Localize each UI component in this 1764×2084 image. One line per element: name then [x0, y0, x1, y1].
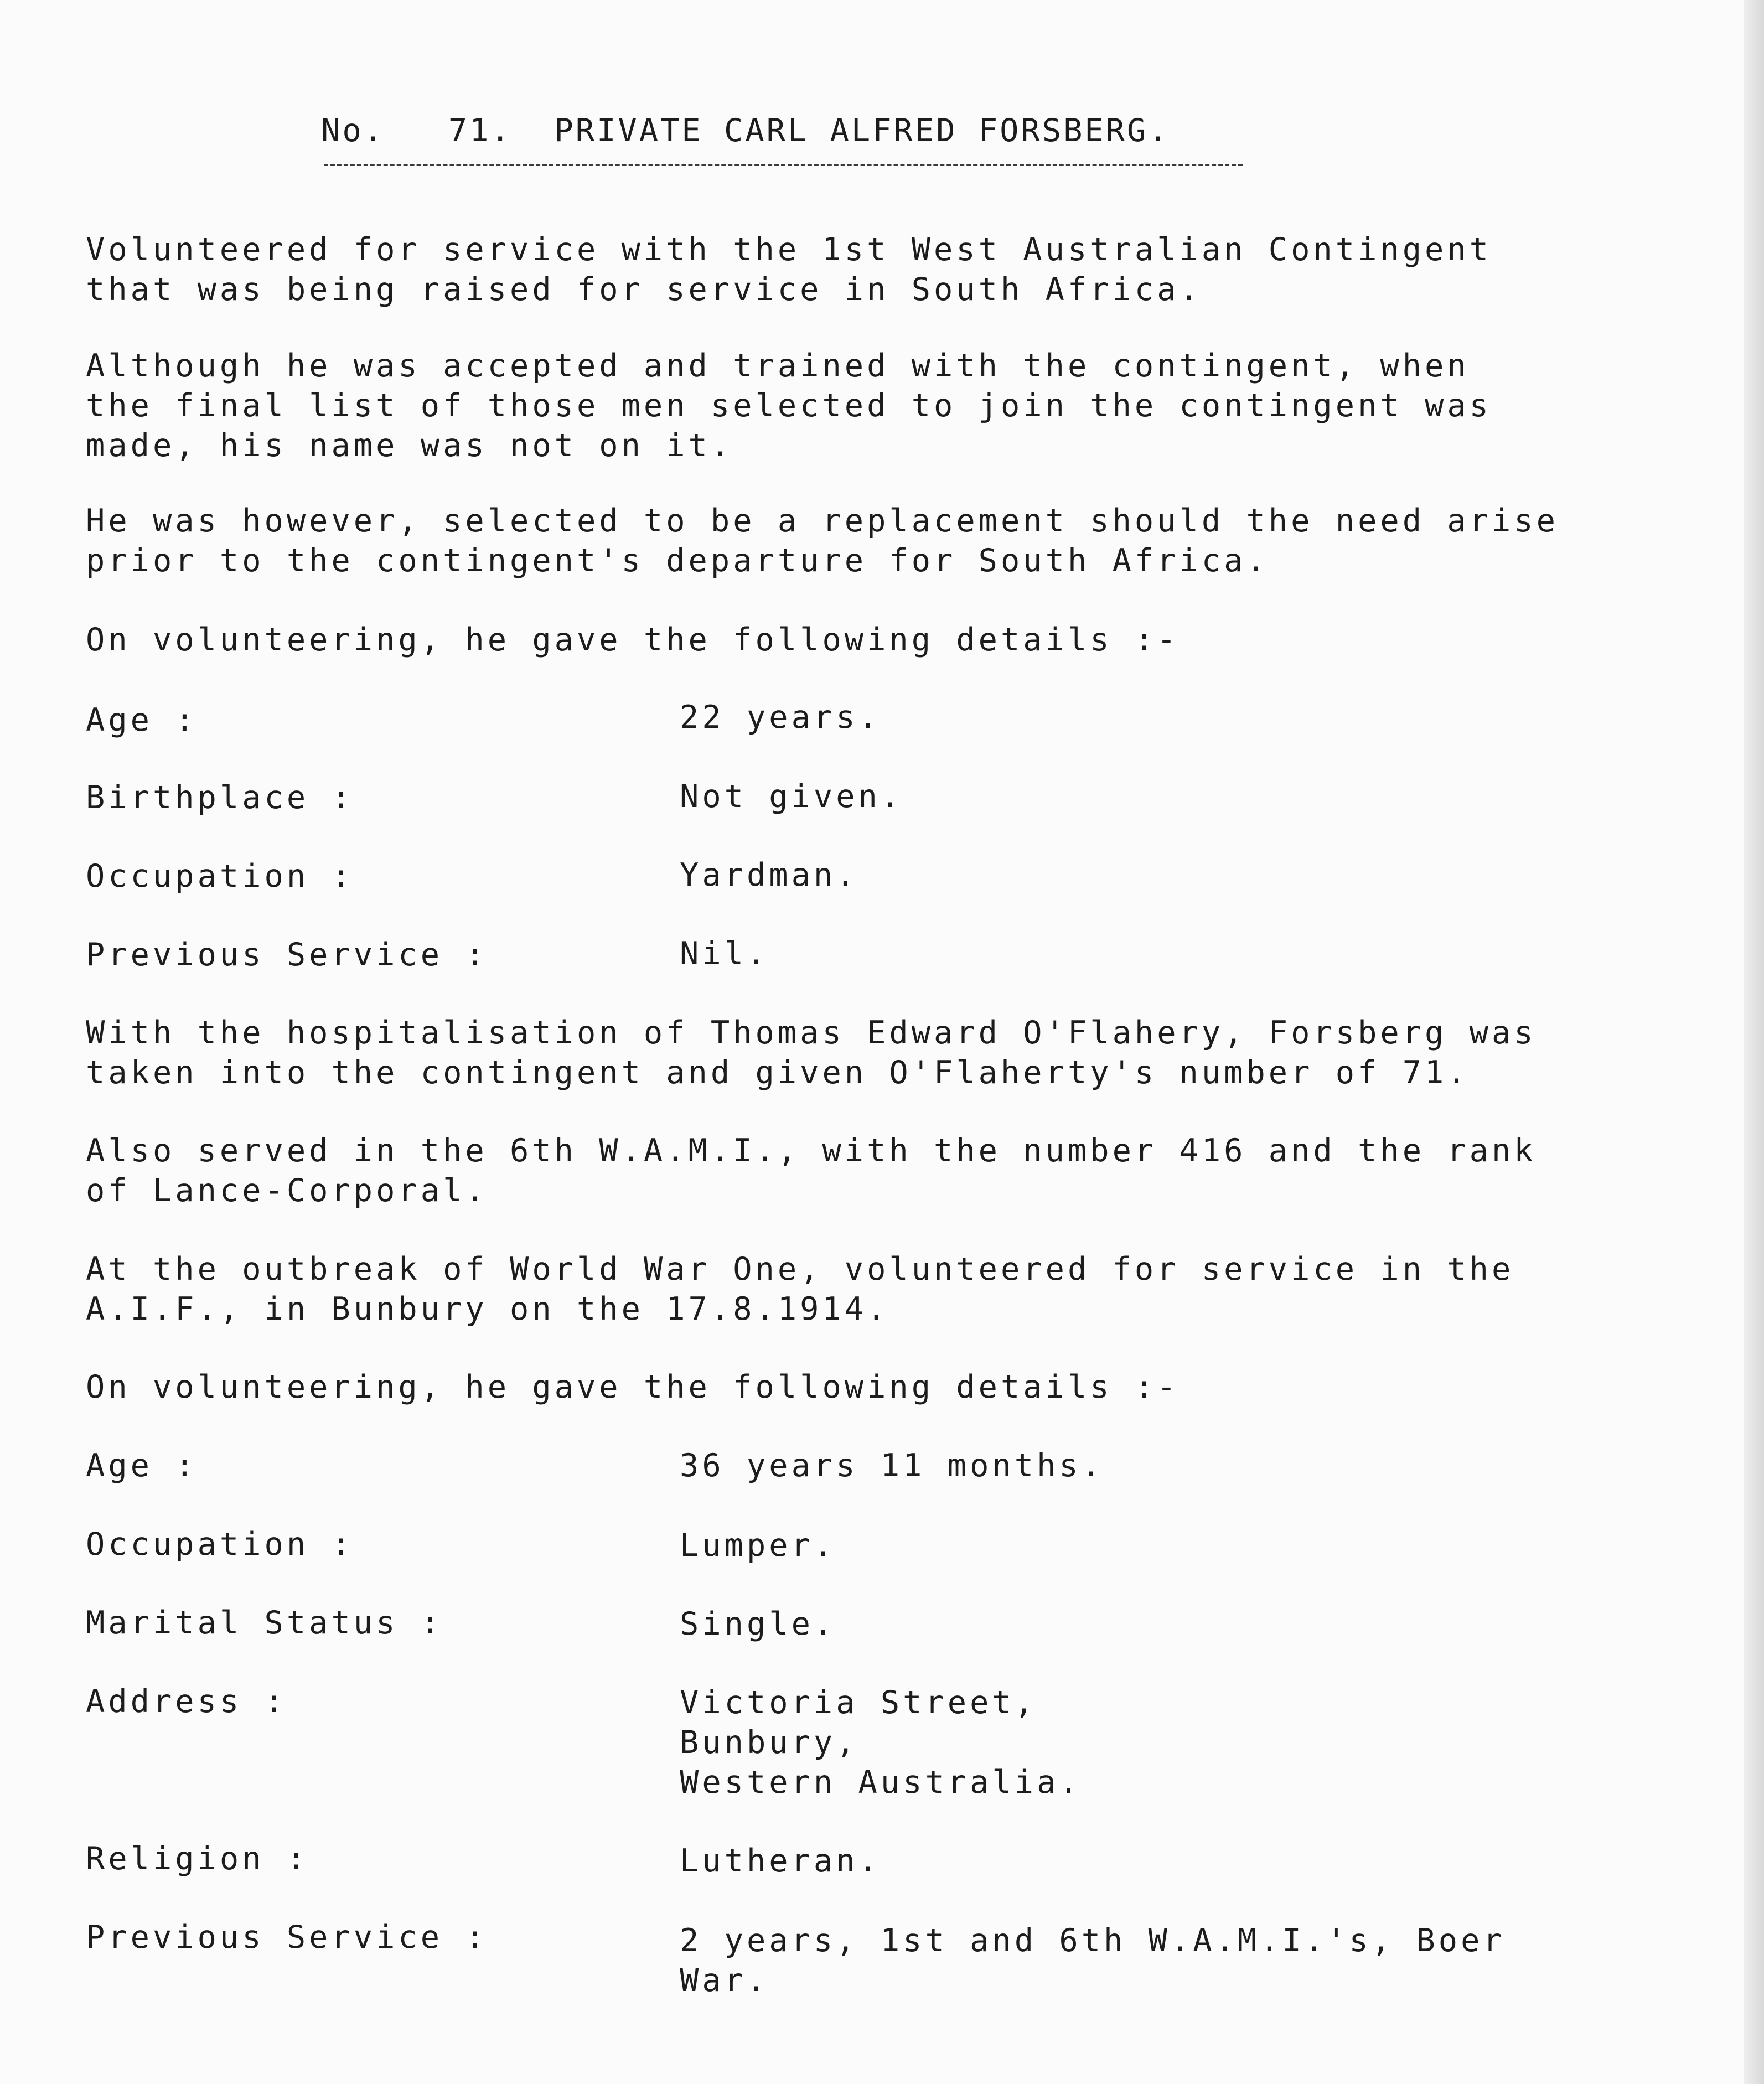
text-line: taken into the contingent and given O'Flaherty's number of 71.	[86, 1054, 1470, 1091]
detail-value-line: Victoria Street,	[680, 1684, 1037, 1721]
text-line: the final list of those men selected to join the contingent was	[86, 387, 1492, 424]
text-line: that was being raised for service in South Africa.	[86, 271, 1202, 308]
aif-value-occupation	[680, 1525, 1676, 1565]
aif-value-marital-status	[680, 1604, 1676, 1644]
detail-value-line: Lutheran.	[680, 1843, 881, 1879]
paragraph-hospitalisation	[86, 1013, 1691, 1093]
detail-value-birthplace	[680, 777, 1676, 816]
text-line: of Lance-Corporal.	[86, 1172, 488, 1209]
aif-label-occupation: Occupation :	[86, 1526, 354, 1563]
page-heading: No. 71. PRIVATE CARL ALFRED FORSBERG.	[321, 112, 1170, 149]
text-line: prior to the contingent's departure for South Africa.	[86, 542, 1269, 579]
aif-value-religion	[680, 1841, 1676, 1881]
aif-label-address: Address :	[86, 1683, 287, 1720]
text-line: Volunteered for service with the 1st West Australian Contingent	[86, 231, 1492, 268]
paragraph-6th-wami	[86, 1131, 1691, 1211]
aif-value-age	[680, 1446, 1676, 1486]
detail-label-birthplace: Birthplace :	[86, 779, 354, 816]
detail-value-line: Single.	[680, 1606, 836, 1642]
aif-label-marital-status: Marital Status :	[86, 1605, 443, 1641]
text-line: Although he was accepted and trained with the contingent, when	[86, 348, 1470, 384]
paragraph-world-war-one	[86, 1249, 1691, 1329]
text-line: He was however, selected to be a replacement should the need arise	[86, 503, 1559, 539]
detail-value-line: 36 years 11 months.	[680, 1447, 1104, 1484]
text-line: At the outbreak of World War One, volunteered for service in the	[86, 1251, 1514, 1287]
aif-label-religion: Religion :	[86, 1840, 309, 1877]
detail-value-previous-service	[680, 934, 1676, 974]
detail-value-line: Nil.	[680, 935, 769, 972]
detail-value-line: Bunbury,	[680, 1724, 858, 1761]
paragraph-replacement	[86, 501, 1691, 581]
aif-label-age: Age :	[86, 1447, 198, 1484]
text-line: On volunteering, he gave the following details :-	[86, 1369, 1180, 1405]
detail-label-age: Age :	[86, 702, 198, 738]
detail-value-line: Lumper.	[680, 1527, 836, 1564]
detail-label-previous-service: Previous Service :	[86, 937, 488, 973]
detail-value-line: Western Australia.	[680, 1764, 1082, 1801]
paragraph-accepted	[86, 346, 1691, 466]
aif-label-previous-service: Previous Service :	[86, 1919, 488, 1956]
text-line: A.I.F., in Bunbury on the 17.8.1914.	[86, 1291, 889, 1327]
detail-label-occupation: Occupation :	[86, 858, 354, 894]
detail-value-line: 22 years.	[680, 699, 881, 736]
detail-value-line: War.	[680, 1962, 769, 1999]
detail-value-line: 2 years, 1st and 6th W.A.M.I.'s, Boer	[680, 1922, 1506, 1959]
detail-value-age	[680, 697, 1676, 737]
paragraph-details-intro	[86, 620, 1691, 660]
text-line: made, his name was not on it.	[86, 427, 733, 464]
detail-value-line: Not given.	[680, 778, 903, 815]
aif-value-previous-service	[680, 1921, 1676, 2000]
detail-value-line: Yardman.	[680, 857, 858, 893]
text-line: With the hospitalisation of Thomas Edward O'Flahery, Forsberg was	[86, 1015, 1537, 1051]
paragraph-volunteered	[86, 230, 1691, 309]
page-edge-shadow	[1744, 0, 1764, 2084]
aif-value-address	[680, 1683, 1676, 1802]
heading-underline	[324, 164, 1243, 166]
paragraph-details-intro-aif	[86, 1367, 1691, 1407]
text-line: Also served in the 6th W.A.M.I., with the number 416 and the rank	[86, 1133, 1537, 1169]
text-line: On volunteering, he gave the following details :-	[86, 622, 1180, 658]
detail-value-occupation	[680, 855, 1676, 895]
